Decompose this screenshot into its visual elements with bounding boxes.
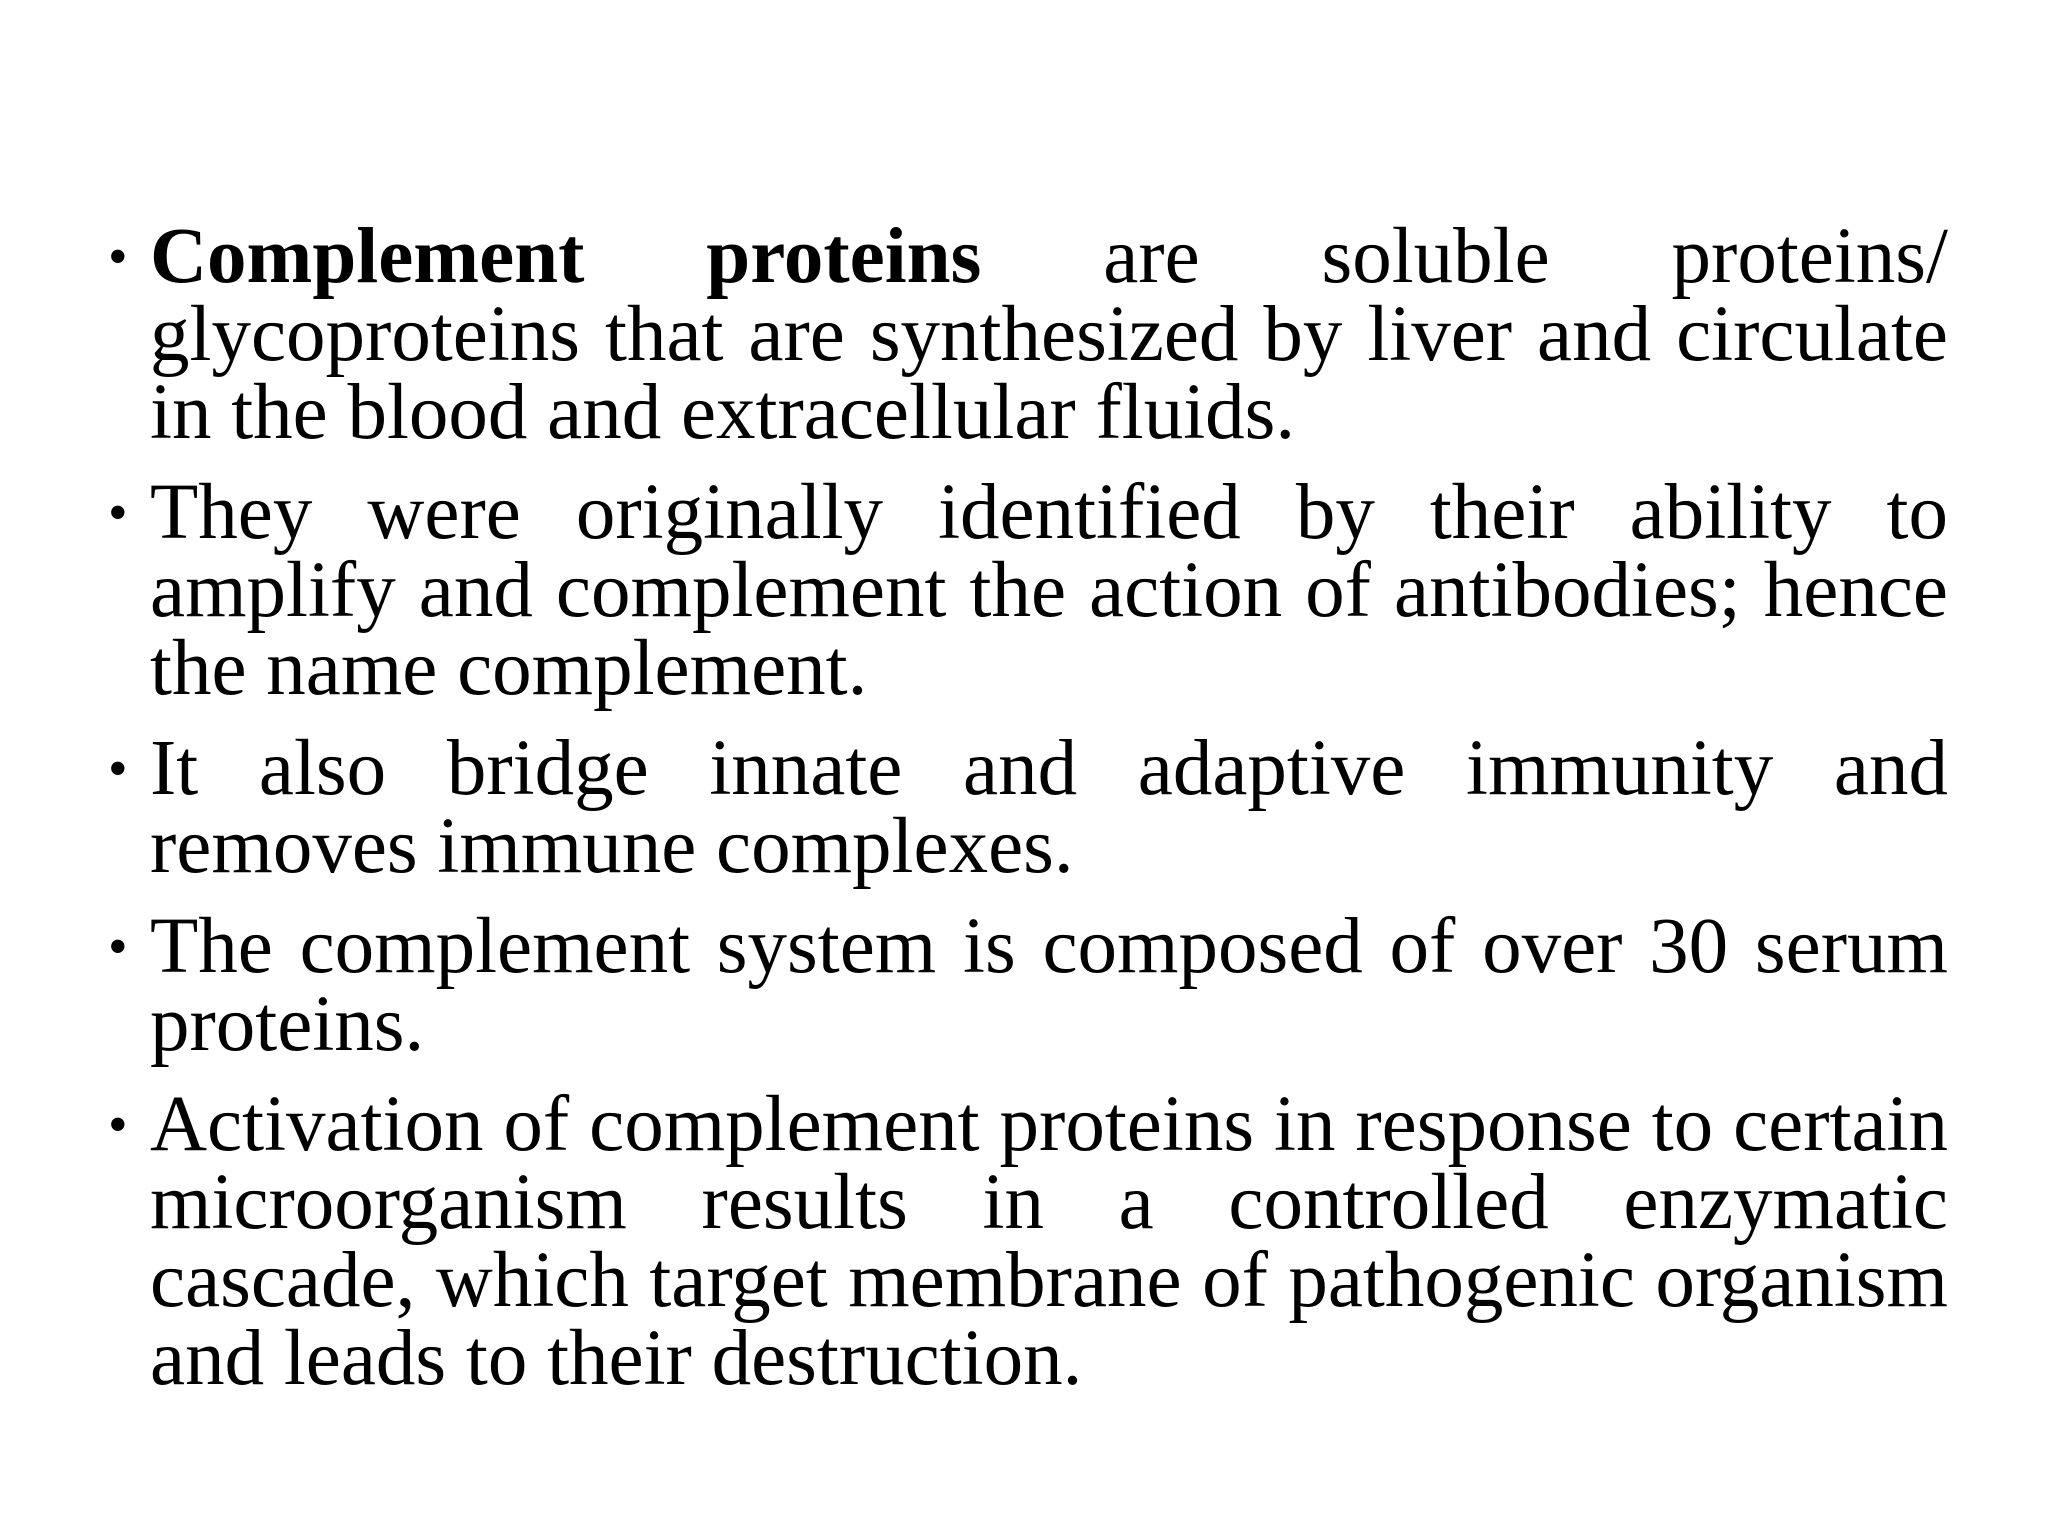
bullet-dot-icon: • (108, 226, 128, 288)
bullet-list (108, 213, 1948, 1420)
bullet-text: are soluble proteins/ glycoproteins that are synthesized by liver and circulate in the blood and extracellular fluids. (150, 213, 1948, 456)
bullet-item-serum-proteins (108, 903, 1948, 1068)
bullet-text: Activation of complement proteins in response to certain microorganism results in a controlled enzymatic cascade, which target membrane of pathogenic organism and leads to their destruction. (150, 1081, 1948, 1402)
bullet-item-complement-proteins (108, 213, 1948, 456)
bullet-text: It also bridge innate and adaptive immunity and removes immune complexes. (150, 725, 1948, 890)
bullet-bold-term: Complement proteins (150, 213, 982, 300)
bullet-dot-icon: • (108, 738, 128, 800)
bullet-text: They were originally identified by their ability to amplify and complement the action of antibodies; hence the name complement. (150, 469, 1948, 712)
bullet-item-bridge-immunity (108, 725, 1948, 890)
bullet-dot-icon: • (108, 1094, 128, 1156)
bullet-text: The complement system is composed of over 30 serum proteins. (150, 903, 1948, 1068)
bullet-dot-icon: • (108, 916, 128, 978)
bullet-dot-icon: • (108, 482, 128, 544)
bullet-item-activation-cascade (108, 1081, 1948, 1402)
bullet-item-original-identification (108, 469, 1948, 712)
